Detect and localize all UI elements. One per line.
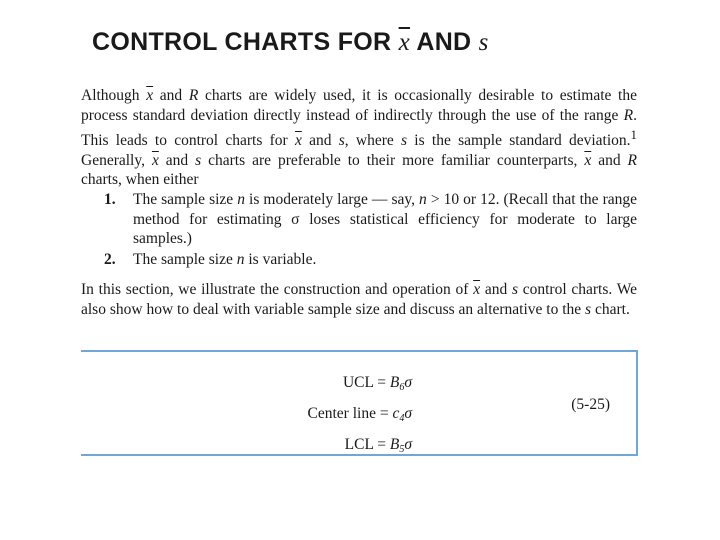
list-item: [104, 250, 637, 270]
subscript: 4: [399, 413, 405, 424]
text-run: > 10 or 12. (Recall that the range method for estimating σ loses statistical efficiency for moderate to large samples.): [133, 191, 637, 247]
section-paragraph: [81, 280, 637, 319]
title-prefix: CONTROL CHARTS FOR: [92, 28, 399, 56]
s-symbol: s: [195, 151, 202, 169]
text-run: charts are preferable to their more familiar counterparts,: [201, 151, 585, 169]
s-symbol: s: [338, 132, 345, 150]
list-item: [104, 190, 637, 249]
xbar-symbol: $\overline{x}$: [146, 87, 154, 104]
equation-number: (5-25): [571, 396, 610, 413]
text-run: The sample size: [133, 250, 237, 268]
text-run: In this section, we illustrate the construction and operation of: [81, 281, 474, 298]
text-run: charts are widely used, it is occasionally desirable to estimate the process standard deviation directly instead of indirectly through the use of the range: [81, 87, 637, 124]
subscript: 6: [399, 382, 405, 393]
sigma-symbol: σ: [404, 405, 412, 422]
xbar-symbol: $\overline{x}$: [294, 132, 302, 150]
intro-paragraph: [81, 86, 637, 190]
equation-box: [81, 350, 638, 456]
r-symbol: R: [623, 106, 634, 124]
r-symbol: R: [188, 87, 199, 104]
title-middle: AND: [410, 28, 479, 56]
coefficient: B: [389, 436, 400, 453]
coefficient: c: [392, 405, 400, 422]
lcl-label: LCL =: [344, 436, 390, 453]
text-run: Although: [81, 87, 147, 104]
text-run: is the sample standard deviation.: [407, 132, 631, 150]
subscript: 5: [399, 444, 405, 455]
lcl-equation: [308, 432, 412, 463]
n-symbol: n: [419, 191, 427, 208]
footnote-marker: 1: [630, 127, 637, 142]
xbar-symbol: $\overline{x}$: [584, 151, 592, 169]
text-run: is variable.: [244, 250, 317, 268]
sigma-symbol: σ: [404, 374, 412, 391]
center-label: Center line =: [307, 405, 393, 422]
text-run: , where: [344, 132, 402, 150]
text-run: and: [591, 151, 628, 169]
page-title: [92, 28, 489, 57]
ucl-equation: [308, 370, 412, 401]
text-run: is moderately large — say,: [244, 191, 420, 208]
text-run: The sample size: [133, 191, 238, 208]
text-run: charts, when either: [81, 171, 199, 189]
ucl-label: UCL =: [342, 374, 390, 391]
text-run: and: [480, 281, 512, 298]
center-line-equation: [308, 401, 412, 432]
text-run: control charts. We also show how to deal with variable sample size and discuss an alternative to the: [81, 281, 637, 318]
equation-lines: [308, 370, 412, 463]
xbar-symbol: $\overline{x}$: [473, 281, 481, 298]
text-run: and: [301, 132, 339, 150]
s-symbol: s: [401, 132, 408, 150]
text-run: chart.: [591, 300, 630, 318]
condition-list: [104, 190, 637, 269]
text-run: . This leads to control charts for: [81, 106, 637, 150]
s-symbol: s: [511, 281, 518, 298]
xbar-symbol: $\overline{x}$: [151, 151, 159, 169]
s-symbol: s: [585, 300, 592, 318]
title-s: s: [478, 29, 489, 56]
list-number: 2.: [104, 250, 116, 268]
r-symbol: R: [627, 151, 637, 169]
sigma-symbol: σ: [404, 436, 412, 453]
n-symbol: n: [236, 250, 245, 268]
list-number: 1.: [104, 191, 116, 208]
text-run: and: [158, 151, 196, 169]
n-symbol: n: [237, 191, 245, 208]
text-run: Generally,: [81, 151, 152, 169]
title-xbar: $\overline{x}$: [398, 29, 411, 56]
coefficient: B: [389, 374, 400, 391]
text-run: and: [153, 87, 189, 104]
